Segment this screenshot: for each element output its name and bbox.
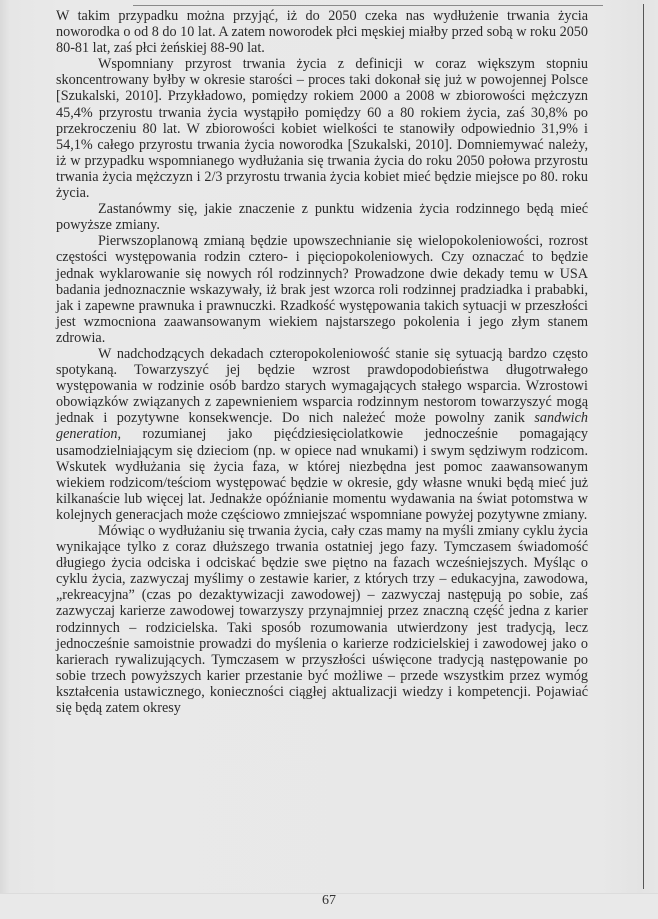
right-margin-rule [643,4,644,889]
paragraph-3: Zastanówmy się, jakie znaczenie z punktu widzenia życia rodzinnego będą mieć powyższe zmiany. [56,201,588,234]
italic-term: sandwich generation [56,410,588,443]
paragraph-2: Wspomniany przyrost trwania życia z definicji w coraz większym stopniu skoncentrowany byłby w okresie starości – proces taki dokonał się już w powojennej Polsce [Szukalski, 2010]. Przykładowo, pomiędzy rokiem 2000 a 2008 w zbiorowości mężczyzn 45,4% przyrostu trwania życia wystąpiło pomiędzy 60 a 80 rokiem życia, zaś 30,8% po przekroczeniu 80 lat. W zbiorowości kobiet wielkości te stanowiły odpowiednio 31,9% i 54,1% całego przyrostu trwania życia noworodka [Szukalski, 2010]. Domniemywać należy, iż w przypadku wspomnianego wydłużania się trwania życia do roku 2050 połowa przyrostu trwania życia mężczyzn i 2/3 przyrostu trwania życia kobiet mieć będzie miejsce po 80. roku życia. [56,56,588,202]
paragraph-5 [56,346,588,523]
paragraph-6: Mówiąc o wydłużaniu się trwania życia, cały czas mamy na myśli zmiany cyklu życia wynikające tylko z coraz dłuższego trwania ostatniej jego fazy. Tymczasem świadomość długiego życia odciska i odciskać będzie swe piętno na fazach wcześniejszych. Myśląc o cyklu życia, zazwyczaj myślimy o zestawie karier, z których trzy – edukacyjna, zawodowa, „rekreacyjna” (czas po dezaktywizacji zawodowej) – zazwyczaj następują po sobie, zaś zazwyczaj karierze zawodowej towarzyszy przynajmniej przez znaczną część jedna z karier rodzinnych – rodzicielska. Taki sposób rozumowania utwierdzony jest tradycją, lecz jednocześnie samoistnie prowadzi do myślenia o karierze rodzicielskiej i zawodowej jako o karierach rywalizujących. Tymczasem w przyszłości uświęcone tradycją następowanie po sobie trzech powyższych karier przestanie być możliwe – przede wszystkim przez wymóg kształcenia ustawicznego, konieczności ciągłej aktualizacji wiedzy i kompetencji. Pojawiać się będą zatem okresy [56,523,588,717]
paragraph-4: Pierwszoplanową zmianą będzie upowszechnianie się wielopokoleniowości, rozrost częstości występowania rodzin cztero- i pięciopokoleniowych. Czy oznaczać to będzie jednak wyklarowanie się nowych ról rodzinnych? Prowadzone dwie dekady temu w USA badania jednoznacznie wskazywały, iż brak jest wzorca roli rodzinnej pradziadka i prababki, jak i zapewne prawnuka i prawnuczki. Rzadkość występowania takich sytuacji w przeszłości jest wzmocniona zaawansowanym wiekiem najstarszego pokolenia i jego złym stanem zdrowia. [56,233,588,346]
top-rule-divider [133,5,603,6]
paragraph-5-text-after: , rozumianej jako pięćdziesięciolatkowie jednocześnie pomagający usamodzielniającym się dzieciom (np. w opiece nad wnukami) i swym sędziwym rodzicom. Wskutek wydłużania się życia faza, w której niezbędna jest pomoc zaawansowanym wiekiem rodzicom/teściom występować będzie w okresie, gdy własne wnuki będą mieć już kilkanaście lub więcej lat. Jednakże opóźnianie momentu wydawania na świat potomstwa w kolejnych generacjach może częściowo zmniejszać wspomniane powyżej pozytywne zmiany. [56,426,588,523]
body-text [56,8,588,716]
paragraph-5-text-before: W nadchodzących dekadach czteropokoleniowość stanie się sytuacją bardzo często spotykaną. Towarzyszyć jej będzie wzrost prawdopodobieństwa długotrwałego występowania w rodzinie osób bardzo starych wymagających stałego wsparcia. Wzrostowi obowiązków związanych z zapewnieniem wsparcia rodzinnym nestorom towarzyszyć mogą jednak i pozytywne konsekwencje. Do nich należeć może powolny zanik [56,345,588,427]
paragraph-1: W takim przypadku można przyjąć, iż do 2050 czeka nas wydłużenie trwania życia noworodka o od 8 do 10 lat. A zatem noworodek płci męskiej miałby przed sobą w roku 2050 80-81 lat, zaś płci żeńskiej 88-90 lat. [56,8,588,57]
page-number: 67 [322,893,336,908]
